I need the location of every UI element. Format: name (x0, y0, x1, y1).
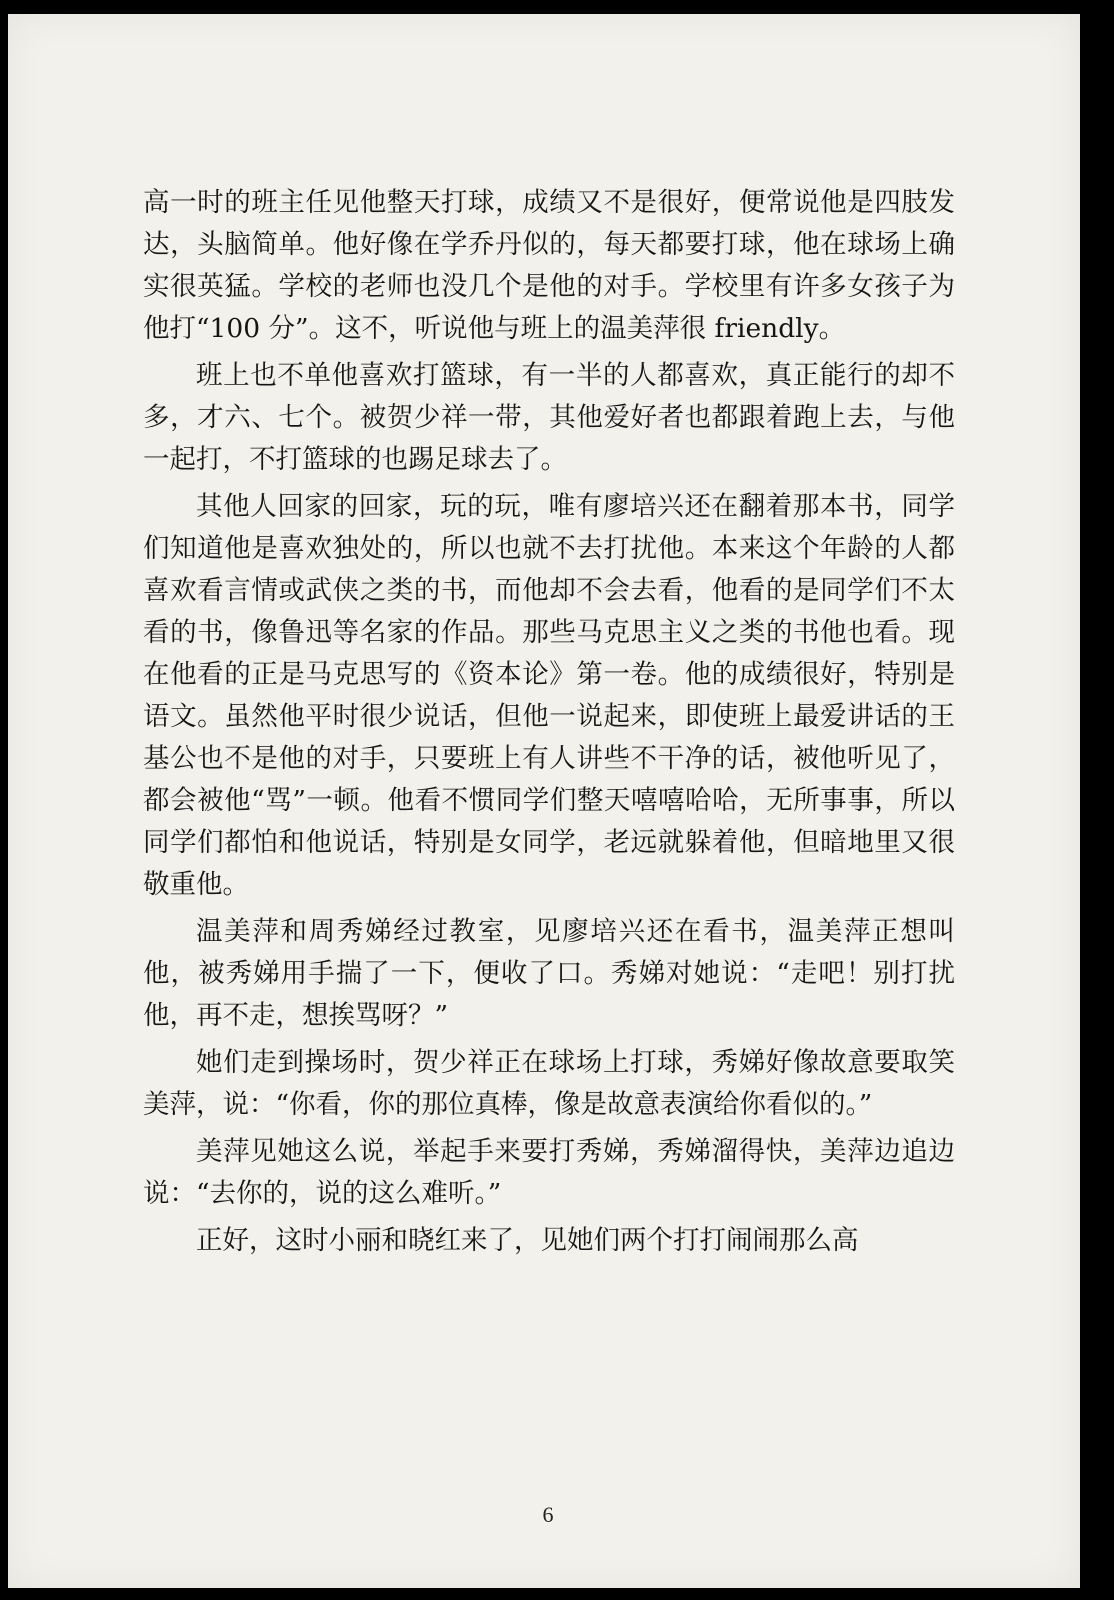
paragraph-6: 美萍见她这么说，举起手来要打秀娣，秀娣溜得快，美萍边追边说：“去你的，说的这么难听。” (143, 1136, 955, 1209)
paragraph-5: 她们走到操场时，贺少祥正在球场上打球，秀娣好像故意要取笑美萍，说：“你看，你的那位真棒，像是故意表演给你看似的。” (143, 1047, 955, 1120)
paper-sheet (8, 14, 1080, 1588)
page-number: 6 (542, 1502, 554, 1527)
paragraph-4: 温美萍和周秀娣经过教室，见廖培兴还在看书，温美萍正想叫他，被秀娣用手揣了一下，便收了口。秀娣对她说：“走吧！别打扰他，再不走，想挨骂呀？” (143, 916, 955, 1031)
paragraph-7: 正好，这时小丽和晓红来了，见她们两个打打闹闹那么高 (196, 1225, 859, 1256)
body-text (143, 182, 955, 1267)
paragraph-3: 其他人回家的回家，玩的玩，唯有廖培兴还在翻着那本书，同学们知道他是喜欢独处的，所以也就不去打扰他。本来这个年龄的人都喜欢看言情或武侠之类的书，而他却不会去看，他看的是同学们不太看的书，像鲁迅等名家的作品。那些马克思主义之类的书他也看。现在他看的正是马克思写的《资本论》第一卷。他的成绩很好，特别是语文。虽然他平时很少说话，但他一说起来，即使班上最爱讲话的王基公也不是他的对手，只要班上有人讲些不干净的话，被他听见了，都会被他“骂”一顿。他看不惯同学们整天嘻嘻哈哈，无所事事，所以同学们都怕和他说话，特别是女同学，老远就躲着他，但暗地里又很敬重他。 (143, 491, 955, 900)
paragraph-1: 高一时的班主任见他整天打球，成绩又不是很好，便常说他是四肢发达，头脑简单。他好像在学乔丹似的，每天都要打球，他在球场上确实很英猛。学校的老师也没几个是他的对手。学校里有许多女孩子为他打“100 分”。这不，听说他与班上的温美萍很 friendly。 (143, 187, 955, 344)
paragraph-2: 班上也不单他喜欢打篮球，有一半的人都喜欢，真正能行的却不多，才六、七个。被贺少祥一带，其他爱好者也都跟着跑上去，与他一起打，不打篮球的也踢足球去了。 (143, 360, 955, 475)
